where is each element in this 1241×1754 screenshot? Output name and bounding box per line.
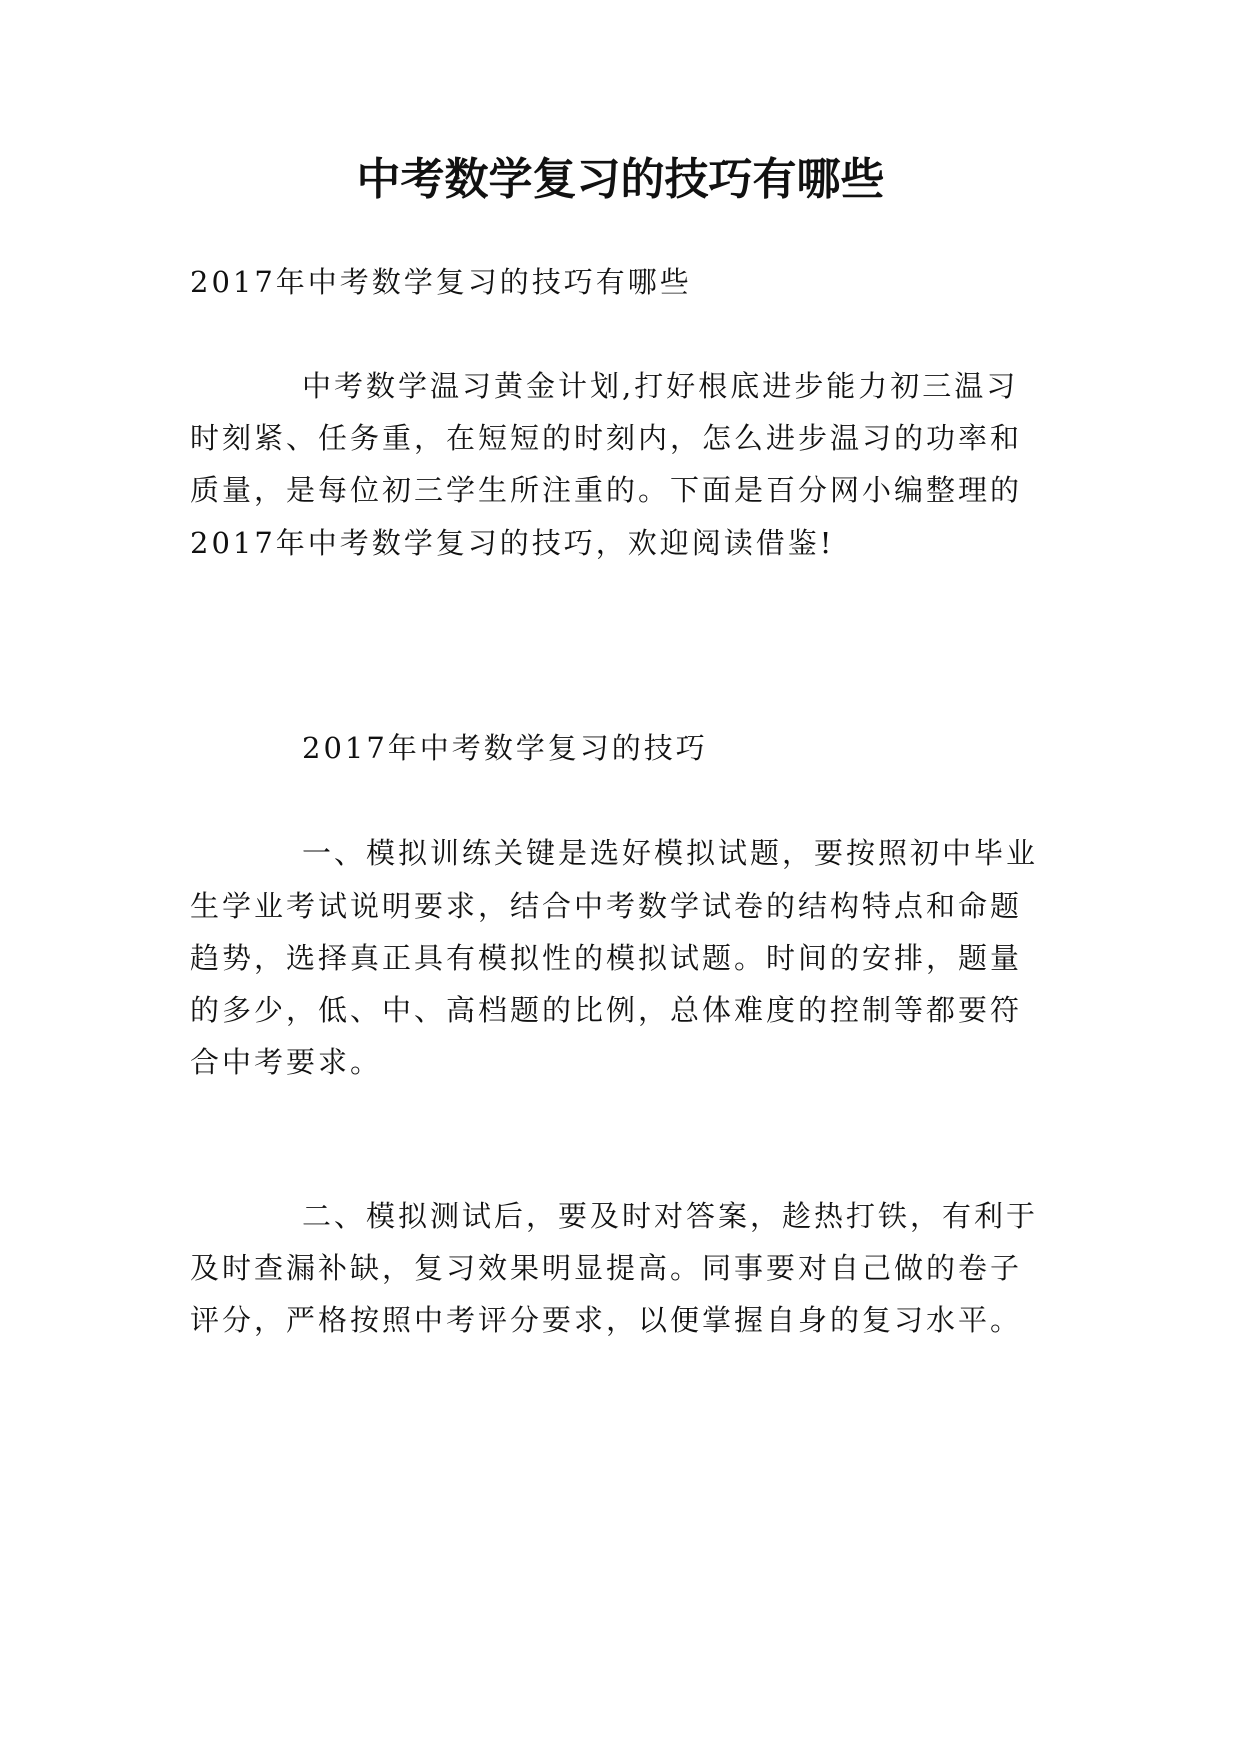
intro-line-2: 时刻紧、任务重，在短短的时刻内，怎么进步温习的功率和 <box>190 421 1023 455</box>
intro-line-1: 中考数学温习黄金计划,打好根底进步能力初三温习 <box>302 369 1019 403</box>
para1-line-5: 合中考要求。 <box>190 1045 383 1079</box>
para2-line-1: 二、模拟测试后，要及时对答案，趁热打铁，有利于 <box>302 1199 1039 1233</box>
para1-line-2: 生学业考试说明要求，结合中考数学试卷的结构特点和命题 <box>190 889 1023 923</box>
intro-line-4: 2017年中考数学复习的技巧，欢迎阅读借鉴! <box>190 526 835 560</box>
document-title: 中考数学复习的技巧有哪些 <box>356 154 885 205</box>
intro-line-3: 质量，是每位初三学生所注重的。下面是百分网小编整理的 <box>190 473 1023 507</box>
document-subtitle: 2017年中考数学复习的技巧有哪些 <box>190 265 692 299</box>
para1-line-4: 的多少，低、中、高档题的比例，总体难度的控制等都要符 <box>190 993 1023 1027</box>
para1-line-1: 一、模拟训练关键是选好模拟试题，要按照初中毕业 <box>302 836 1039 870</box>
para2-line-3: 评分，严格按照中考评分要求，以便掌握自身的复习水平。 <box>190 1303 1023 1337</box>
para1-line-3: 趋势，选择真正具有模拟性的模拟试题。时间的安排，题量 <box>190 941 1023 975</box>
section-heading: 2017年中考数学复习的技巧 <box>302 731 708 765</box>
para2-line-2: 及时查漏补缺，复习效果明显提高。同事要对自己做的卷子 <box>190 1251 1023 1285</box>
